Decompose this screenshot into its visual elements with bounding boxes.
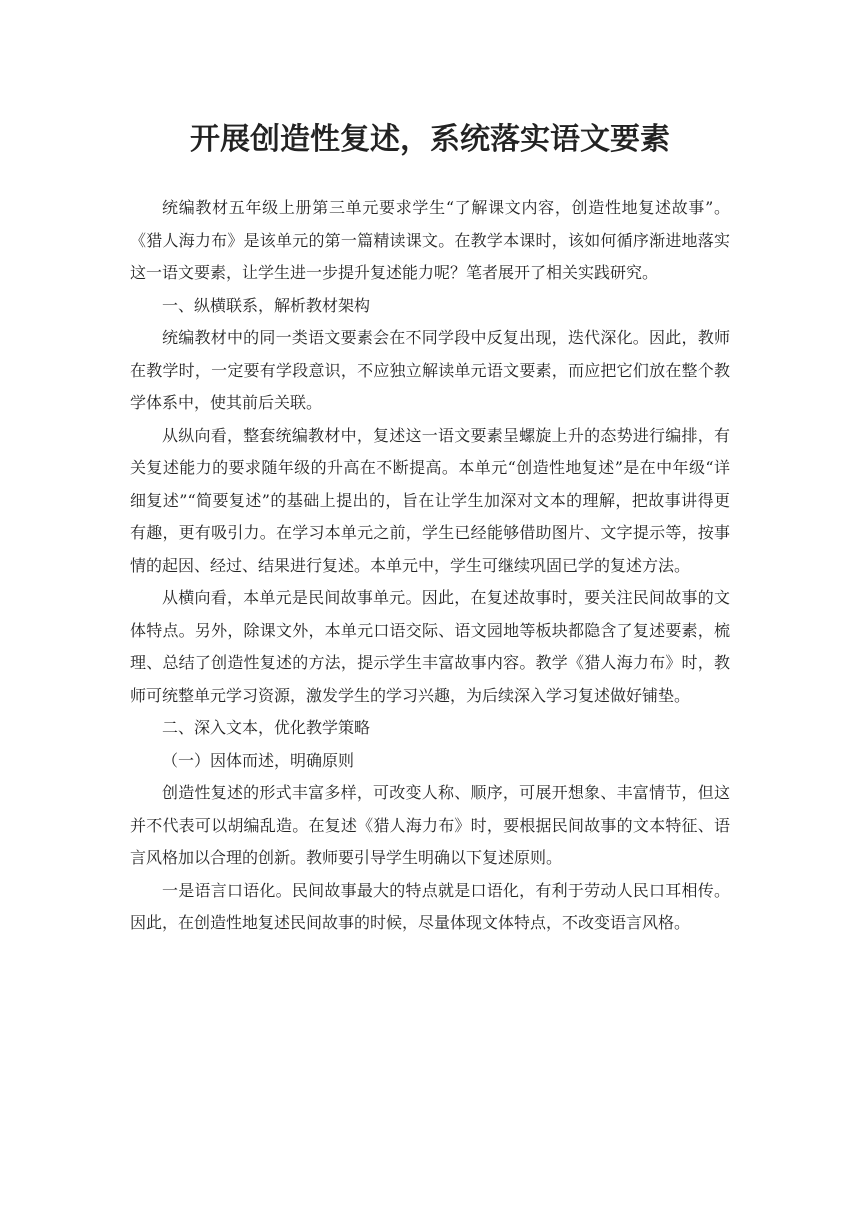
document-title: 开展创造性复述，系统落实语文要素 — [190, 122, 670, 157]
paragraph-4: 创造性复述的形式丰富多样，可改变人称、顺序，可展开想象、丰富情节，但这并不代表可以胡编乱造。在复述《猎人海力布》时，要根据民间故事的文本特征、语言风格加以合理的创新。教师要引导学生明确以下复述原则。 — [130, 783, 730, 867]
section-heading-1: 一、纵横联系，解析教材架构 — [162, 295, 371, 315]
section-heading-2: 二、深入文本，优化教学策略 — [162, 718, 371, 737]
document-page — [130, 112, 730, 940]
subsection-heading-1: （一）因体而述，明确原则 — [162, 750, 355, 770]
paragraph-1: 统编教材中的同一类语文要素会在不同学段中反复出现，迭代深化。因此，教师在教学时，一定要有学段意识，不应独立解读单元语文要素，而应把它们放在整个教学体系中，使其前后关联。 — [130, 328, 730, 412]
paragraph-intro: 统编教材五年级上册第三单元要求学生“了解课文内容，创造性地复述故事”。《猎人海力布》是该单元的第一篇精读课文。在教学本课时，该如何循序渐进地落实这一语文要素，让学生进一步提升复述能力呢？笔者展开了相关实践研究。 — [130, 198, 730, 282]
paragraph-3: 从横向看，本单元是民间故事单元。因此，在复述故事时，要关注民间故事的文体特点。另外，除课文外，本单元口语交际、语文园地等板块都隐含了复述要素，梳理、总结了创造性复述的方法，提示学生丰富故事内容。教学《猎人海力布》时，教师可统整单元学习资源，激发学生的学习兴趣，为后续深入学习复述做好铺垫。 — [130, 588, 730, 705]
paragraph-2: 从纵向看，整套统编教材中，复述这一语文要素呈螺旋上升的态势进行编排，有关复述能力的要求随年级的升高在不断提高。本单元“创造性地复述”是在中年级“详细复述”“简要复述”的基础上提出的，旨在让学生加深对文本的理解，把故事讲得更有趣，更有吸引力。在学习本单元之前，学生已经能够借助图片、文字提示等，按事情的起因、经过、结果进行复述。本单元中，学生可继续巩固已学的复述方法。 — [130, 425, 730, 575]
paragraph-5: 一是语言口语化。民间故事最大的特点就是口语化，有利于劳动人民口耳相传。因此，在创造性地复述民间故事的时候，尽量体现文体特点，不改变语言风格。 — [130, 880, 730, 932]
